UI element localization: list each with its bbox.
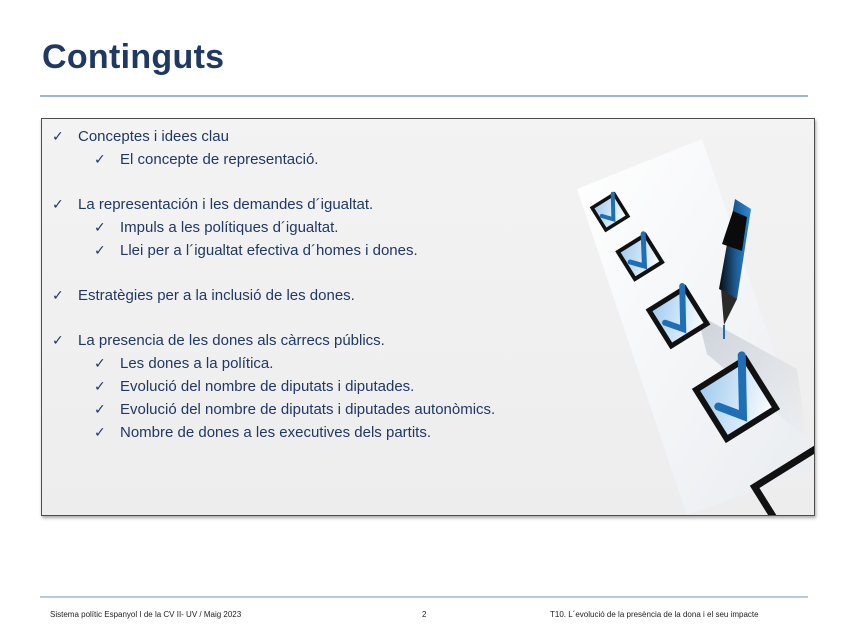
sub-bullet-item xyxy=(52,421,592,444)
bullet-label: Estratègies per a la inclusió de les dones. xyxy=(78,287,355,304)
sub-bullet-item xyxy=(52,239,592,262)
check-icon: ✓ xyxy=(94,219,106,235)
slide-title: Continguts xyxy=(42,38,225,76)
check-icon: ✓ xyxy=(52,287,64,303)
check-icon: ✓ xyxy=(94,424,106,440)
bullet-label: La presencia de les dones als càrrecs públics. xyxy=(78,332,385,349)
sub-bullet-item xyxy=(52,148,592,171)
bullet-item xyxy=(52,193,592,216)
sub-bullet-item xyxy=(52,216,592,239)
footer-course: Sistema polític Espanyol I de la CV II- UV / Maig 2023 xyxy=(50,610,242,619)
bullet-item xyxy=(52,329,592,352)
bullet-label: Conceptes i idees clau xyxy=(78,128,229,145)
sub-bullet-item xyxy=(52,375,592,398)
check-icon: ✓ xyxy=(94,401,106,417)
check-icon: ✓ xyxy=(94,242,106,258)
page-number: 2 xyxy=(422,610,427,619)
sub-bullet-label: Evolució del nombre de diputats i diputades. xyxy=(120,378,415,395)
bullet-item xyxy=(52,125,592,148)
check-icon: ✓ xyxy=(52,196,64,212)
bullet-item xyxy=(52,284,592,307)
sub-bullet-label: Nombre de dones a les executives dels partits. xyxy=(120,424,431,441)
sub-bullet-item xyxy=(52,398,592,421)
title-divider xyxy=(40,95,808,97)
check-icon: ✓ xyxy=(52,332,64,348)
check-icon: ✓ xyxy=(94,355,106,371)
check-icon: ✓ xyxy=(52,128,64,144)
check-icon: ✓ xyxy=(94,378,106,394)
sub-bullet-item xyxy=(52,352,592,375)
sub-bullet-label: Llei per a l´igualtat efectiva d´homes i dones. xyxy=(120,242,418,259)
sub-bullet-label: Impuls a les polítiques d´igualtat. xyxy=(120,219,339,236)
bullet-label: La representación i les demandes d´igualtat. xyxy=(78,196,374,213)
footer-divider xyxy=(40,596,808,598)
footer-topic: T10. L´evolució de la presència de la dona i el seu impacte xyxy=(550,610,759,619)
content-panel xyxy=(41,118,815,516)
sub-bullet-label: El concepte de representació. xyxy=(120,151,319,168)
bullet-list xyxy=(52,125,592,444)
sub-bullet-label: Evolució del nombre de diputats i diputades autonòmics. xyxy=(120,401,496,418)
sub-bullet-label: Les dones a la política. xyxy=(120,355,274,372)
check-icon: ✓ xyxy=(94,151,106,167)
checklist-pen-illustration xyxy=(537,139,814,515)
